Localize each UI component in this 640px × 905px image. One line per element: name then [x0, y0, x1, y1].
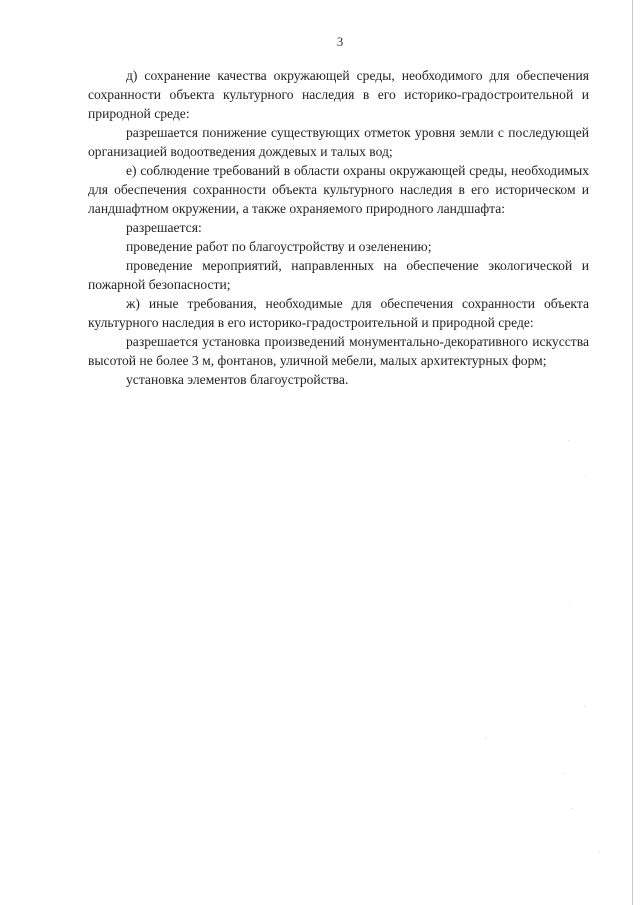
paragraph-item-e: е) соблюдение требований в области охраны окружающей среды, необходимых для обеспечения сохранности объекта культурного наследия в его историческом и ландшафтном окружении, а также охраняемого природного ландшафта:: [88, 163, 589, 216]
paragraph-permitted: разрешается:: [126, 220, 202, 235]
paragraph-lowering-ground: разрешается понижение существующих отметок уровня земли с последующей организацией водоотведения дождевых и талых вод;: [88, 125, 589, 159]
scan-speck: [599, 852, 600, 853]
paragraph-item-zh: ж) иные требования, необходимые для обеспечения сохранности объекта культурного наследия в его историко-градостроительной и природной среде:: [88, 296, 589, 330]
scan-speck: [568, 440, 569, 441]
paragraph-safety-measures: проведение мероприятий, направленных на обеспечение экологической и пожарной безопасности;: [88, 258, 589, 292]
paragraph-item-d: д) сохранение качества окружающей среды, необходимого для обеспечения сохранности объекта культурного наследия в его историко-градостроительной и природной среде:: [88, 68, 589, 121]
scan-edge-line: [632, 0, 633, 905]
scan-speck: [571, 808, 572, 809]
paragraph-improvement-elements: установка элементов благоустройства.: [126, 372, 349, 387]
paragraph-landscaping: проведение работ по благоустройству и озеленению;: [126, 239, 432, 254]
scan-speck: [585, 475, 586, 476]
paragraph-monuments: разрешается установка произведений монументально-декоративного искусства высотой не более 3 м, фонтанов, уличной мебели, малых архитектурных форм;: [88, 334, 589, 368]
scan-speck: [584, 706, 585, 707]
scan-speck: [485, 738, 486, 739]
scan-speck: [563, 773, 564, 774]
document-body: [88, 66, 589, 389]
page-number: 3: [336, 34, 344, 49]
scan-speck: [570, 603, 571, 604]
